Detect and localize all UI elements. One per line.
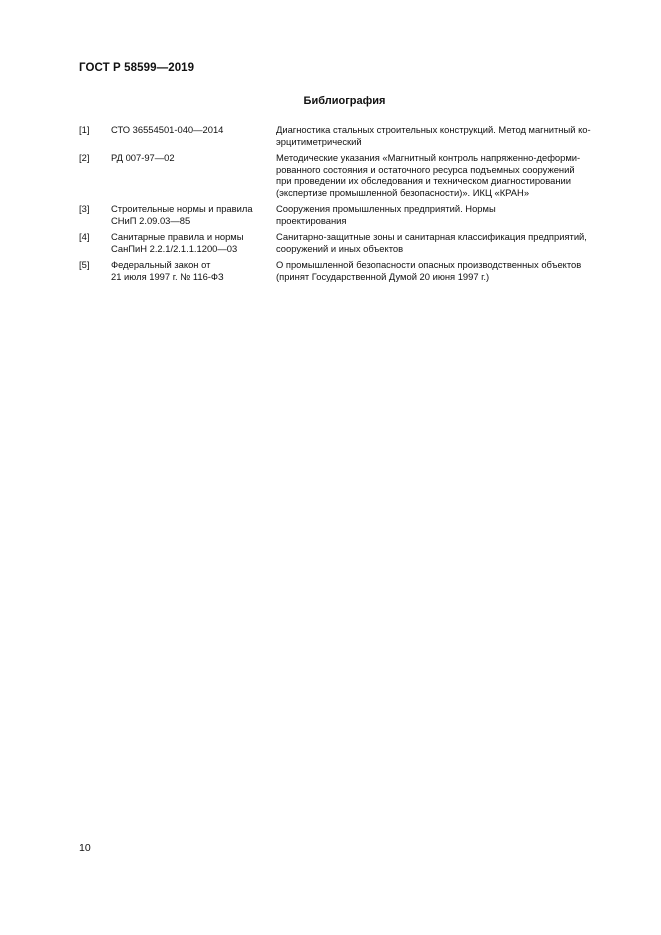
entry-number: [4] [79,231,90,243]
entry-document: СТО 36554501-040—2014 [111,124,224,135]
entry-title: Санитарно-защитные зоны и санитарная классификация предприятий, сооружений и иных объектов [276,231,587,254]
entry-number: [3] [79,203,90,215]
entry-document: Федеральный закон от 21 июля 1997 г. № 116-ФЗ [111,259,224,282]
page-number: 10 [79,842,91,854]
entry-title: Сооружения промышленных предприятий. Нормы проектирования [276,203,496,226]
entry-document: Санитарные правила и нормы СанПиН 2.2.1/2.1.1.1200—03 [111,231,244,254]
entry-document: Строительные нормы и правила СНиП 2.09.03—85 [111,203,253,226]
entry-number: [5] [79,259,90,271]
document-header: ГОСТ Р 58599—2019 [79,62,195,74]
bibliography-entry [79,203,609,226]
entry-number: [1] [79,124,90,135]
entry-title: О промышленной безопасности опасных производственных объектов (принят Государственной Думой 20 июня 1997 г.) [276,259,582,282]
entry-document: РД 007-97—02 [111,151,175,163]
bibliography-list [79,124,609,287]
bibliography-entry [79,124,609,147]
bibliography-entry [79,152,609,199]
bibliography-entry [79,259,609,282]
entry-number: [2] [79,151,90,163]
bibliography-entry [79,231,609,254]
section-title: Библиография [303,95,386,107]
entry-title: Методические указания «Магнитный контроль напряженно-деформи- рованного состояния и остаточного ресурса подъемных сооружений при проведении их обследования и техническом диагностировании (экспертизе промышленной безопасности)». ИКЦ «КРАН» [276,151,581,199]
entry-title: Диагностика стальных строительных конструкций. Метод магнитный ко- эрцитиметрический [276,124,591,147]
